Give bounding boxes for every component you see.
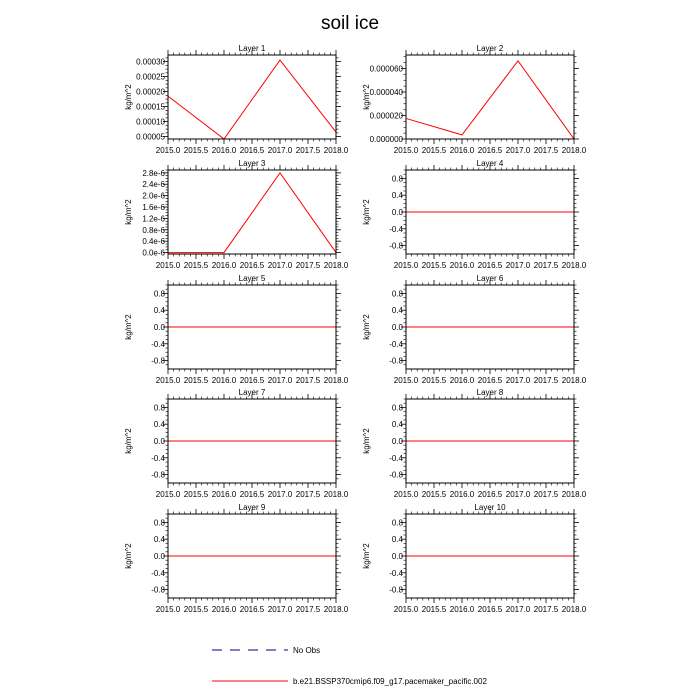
x-tick-label: 2015.5 — [421, 490, 447, 499]
x-tick-label: 2015.5 — [183, 605, 209, 614]
x-tick-label: 2015.0 — [155, 605, 181, 614]
panel-layer-5 — [124, 274, 349, 385]
x-tick-label: 2018.0 — [561, 146, 587, 155]
x-tick-label: 2015.0 — [155, 490, 181, 499]
x-tick-label: 2016.0 — [211, 261, 237, 270]
x-tick-label: 2016.0 — [449, 376, 475, 385]
x-tick-label: 2016.0 — [449, 146, 475, 155]
series-line-layer-3 — [168, 173, 336, 253]
y-tick-label: 2.0e-6 — [142, 191, 165, 201]
x-tick-label: 2017.5 — [533, 605, 559, 614]
x-tick-label: 2017.5 — [295, 376, 321, 385]
panel-title-layer-5: Layer 5 — [238, 274, 266, 283]
legend-obs-label: No Obs — [293, 646, 321, 655]
y-tick-label: 0.0 — [391, 552, 403, 561]
y-tick-label: 0.000020 — [369, 111, 403, 121]
y-axis-label-layer-1: kg/m^2 — [124, 84, 133, 110]
y-tick-label: 0.4 — [391, 191, 403, 201]
panel-layer-9 — [124, 503, 349, 614]
x-tick-label: 2016.5 — [477, 261, 503, 270]
y-tick-label: 0.8 — [153, 518, 165, 528]
x-tick-label: 2018.0 — [561, 376, 587, 385]
x-tick-label: 2016.5 — [239, 146, 265, 155]
y-tick-label: 2.8e-6 — [142, 168, 165, 178]
plot-frame-layer-2 — [406, 55, 574, 139]
panel-layer-4 — [362, 159, 587, 270]
x-tick-label: 2017.5 — [295, 490, 321, 499]
y-tick-label: 0.0 — [153, 437, 165, 446]
figure-title: soil ice — [320, 13, 380, 34]
x-tick-label: 2015.5 — [421, 146, 447, 155]
y-tick-label: -0.4 — [151, 453, 165, 463]
x-tick-label: 2015.5 — [421, 376, 447, 385]
y-tick-label: 0.4 — [153, 420, 165, 430]
x-tick-label: 2018.0 — [323, 261, 349, 270]
panel-layer-3 — [124, 159, 349, 270]
y-axis-label-layer-2: kg/m^2 — [362, 84, 371, 110]
y-axis-label-layer-8: kg/m^2 — [362, 428, 371, 454]
x-tick-label: 2016.0 — [211, 490, 237, 499]
legend-model-label: b.e21.BSSP370cmip6.f09_g17.pacemaker_pacific.002 — [293, 677, 487, 686]
series-line-layer-2 — [406, 61, 574, 139]
y-tick-label: -0.4 — [389, 224, 403, 234]
x-tick-label: 2018.0 — [323, 605, 349, 614]
y-tick-label: 1.6e-6 — [142, 203, 165, 213]
x-tick-label: 2016.0 — [211, 605, 237, 614]
x-tick-label: 2017.0 — [505, 490, 531, 499]
panel-layer-6 — [362, 274, 587, 385]
x-tick-label: 2015.5 — [183, 261, 209, 270]
y-axis-label-layer-4: kg/m^2 — [362, 199, 371, 225]
x-tick-label: 2017.0 — [505, 605, 531, 614]
x-tick-label: 2016.0 — [211, 376, 237, 385]
panel-title-layer-10: Layer 10 — [474, 503, 506, 512]
x-tick-label: 2016.0 — [449, 605, 475, 614]
x-tick-label: 2016.0 — [211, 146, 237, 155]
x-tick-label: 2017.5 — [533, 376, 559, 385]
y-tick-label: -0.4 — [389, 453, 403, 463]
panel-title-layer-7: Layer 7 — [238, 388, 266, 397]
panel-title-layer-2: Layer 2 — [476, 44, 504, 53]
y-tick-label: 0.00015 — [136, 102, 165, 112]
x-tick-label: 2017.5 — [533, 146, 559, 155]
x-tick-label: 2017.0 — [267, 490, 293, 499]
y-tick-label: 0.0 — [153, 323, 165, 332]
y-tick-label: 0.0 — [391, 437, 403, 446]
panel-layer-7 — [124, 388, 349, 499]
y-tick-label: 0.00010 — [136, 117, 165, 127]
panel-title-layer-4: Layer 4 — [476, 159, 504, 168]
y-tick-label: 0.00020 — [136, 87, 165, 97]
panel-grid — [124, 44, 587, 614]
y-tick-label: -0.4 — [151, 568, 165, 578]
x-tick-label: 2016.5 — [239, 376, 265, 385]
x-tick-label: 2015.0 — [155, 261, 181, 270]
y-tick-label: 0.000060 — [369, 64, 403, 74]
x-tick-label: 2016.0 — [449, 490, 475, 499]
y-tick-label: 0.000000 — [369, 135, 403, 144]
x-tick-label: 2018.0 — [561, 261, 587, 270]
y-tick-label: 2.4e-6 — [142, 180, 165, 190]
y-tick-label: 0.4 — [391, 420, 403, 430]
x-tick-label: 2017.5 — [295, 605, 321, 614]
y-tick-label: 0.000040 — [369, 88, 403, 98]
x-tick-label: 2016.5 — [477, 376, 503, 385]
x-tick-label: 2015.0 — [393, 146, 419, 155]
y-tick-label: 0.8e-6 — [142, 225, 165, 235]
y-tick-label: -0.8 — [389, 241, 403, 251]
y-tick-label: 0.4 — [391, 306, 403, 316]
x-tick-label: 2015.0 — [155, 376, 181, 385]
y-tick-label: 0.00030 — [136, 57, 165, 67]
x-tick-label: 2017.0 — [505, 261, 531, 270]
panel-layer-2 — [362, 44, 587, 155]
x-tick-label: 2015.5 — [183, 376, 209, 385]
x-tick-label: 2015.0 — [155, 146, 181, 155]
y-tick-label: -0.8 — [389, 585, 403, 595]
x-tick-label: 2015.0 — [393, 605, 419, 614]
plot-frame-layer-1 — [168, 55, 336, 139]
y-tick-label: 0.0e-6 — [142, 248, 165, 258]
y-tick-label: -0.4 — [389, 339, 403, 349]
x-tick-label: 2016.5 — [239, 605, 265, 614]
x-tick-label: 2015.5 — [183, 490, 209, 499]
series-line-layer-1 — [168, 60, 336, 139]
y-tick-label: 0.8 — [391, 174, 403, 184]
y-axis-label-layer-7: kg/m^2 — [124, 428, 133, 454]
y-tick-label: 0.0 — [391, 208, 403, 217]
y-tick-label: 0.0 — [153, 552, 165, 561]
x-tick-label: 2016.5 — [477, 605, 503, 614]
panel-layer-1 — [124, 44, 349, 155]
panel-layer-10 — [362, 503, 587, 614]
x-tick-label: 2016.5 — [477, 146, 503, 155]
y-tick-label: 0.4 — [153, 535, 165, 545]
x-tick-label: 2015.0 — [393, 490, 419, 499]
x-tick-label: 2017.5 — [533, 261, 559, 270]
x-tick-label: 2017.0 — [267, 146, 293, 155]
y-tick-label: 0.00005 — [136, 132, 165, 142]
x-tick-label: 2015.5 — [183, 146, 209, 155]
x-tick-label: 2016.5 — [239, 261, 265, 270]
panel-title-layer-8: Layer 8 — [476, 388, 504, 397]
y-tick-label: -0.4 — [151, 339, 165, 349]
x-tick-label: 2017.0 — [267, 376, 293, 385]
x-tick-label: 2015.5 — [421, 605, 447, 614]
x-tick-label: 2018.0 — [323, 490, 349, 499]
x-tick-label: 2016.5 — [477, 490, 503, 499]
y-tick-label: -0.8 — [151, 356, 165, 366]
y-tick-label: 0.8 — [153, 289, 165, 299]
panel-title-layer-6: Layer 6 — [476, 274, 504, 283]
y-tick-label: -0.8 — [389, 470, 403, 480]
y-tick-label: -0.8 — [151, 585, 165, 595]
x-tick-label: 2017.0 — [505, 376, 531, 385]
x-tick-label: 2018.0 — [561, 490, 587, 499]
y-axis-label-layer-6: kg/m^2 — [362, 314, 371, 340]
x-tick-label: 2017.5 — [295, 261, 321, 270]
y-tick-label: 1.2e-6 — [142, 214, 165, 224]
x-tick-label: 2016.5 — [239, 490, 265, 499]
x-tick-label: 2017.5 — [295, 146, 321, 155]
x-tick-label: 2018.0 — [323, 146, 349, 155]
y-tick-label: -0.8 — [151, 470, 165, 480]
y-tick-label: 0.4e-6 — [142, 237, 165, 247]
x-tick-label: 2017.0 — [267, 605, 293, 614]
x-tick-label: 2016.0 — [449, 261, 475, 270]
x-tick-label: 2018.0 — [561, 605, 587, 614]
panel-title-layer-1: Layer 1 — [238, 44, 266, 53]
x-tick-label: 2015.0 — [393, 261, 419, 270]
x-tick-label: 2015.5 — [421, 261, 447, 270]
x-tick-label: 2015.0 — [393, 376, 419, 385]
y-tick-label: 0.8 — [391, 518, 403, 528]
y-axis-label-layer-3: kg/m^2 — [124, 199, 133, 225]
y-tick-label: 0.4 — [153, 306, 165, 316]
y-axis-label-layer-5: kg/m^2 — [124, 314, 133, 340]
panel-title-layer-3: Layer 3 — [238, 159, 266, 168]
y-tick-label: -0.4 — [389, 568, 403, 578]
y-tick-label: -0.8 — [389, 356, 403, 366]
x-tick-label: 2017.0 — [505, 146, 531, 155]
y-axis-label-layer-9: kg/m^2 — [124, 543, 133, 569]
panel-layer-8 — [362, 388, 587, 499]
y-axis-label-layer-10: kg/m^2 — [362, 543, 371, 569]
x-tick-label: 2017.5 — [533, 490, 559, 499]
y-tick-label: 0.8 — [391, 289, 403, 299]
y-tick-label: 0.0 — [391, 323, 403, 332]
y-tick-label: 0.4 — [391, 535, 403, 545]
legend — [212, 646, 487, 686]
y-tick-label: 0.8 — [391, 403, 403, 413]
x-tick-label: 2017.0 — [267, 261, 293, 270]
y-tick-label: 0.8 — [153, 403, 165, 413]
x-tick-label: 2018.0 — [323, 376, 349, 385]
panel-title-layer-9: Layer 9 — [238, 503, 266, 512]
y-tick-label: 0.00025 — [136, 72, 165, 82]
